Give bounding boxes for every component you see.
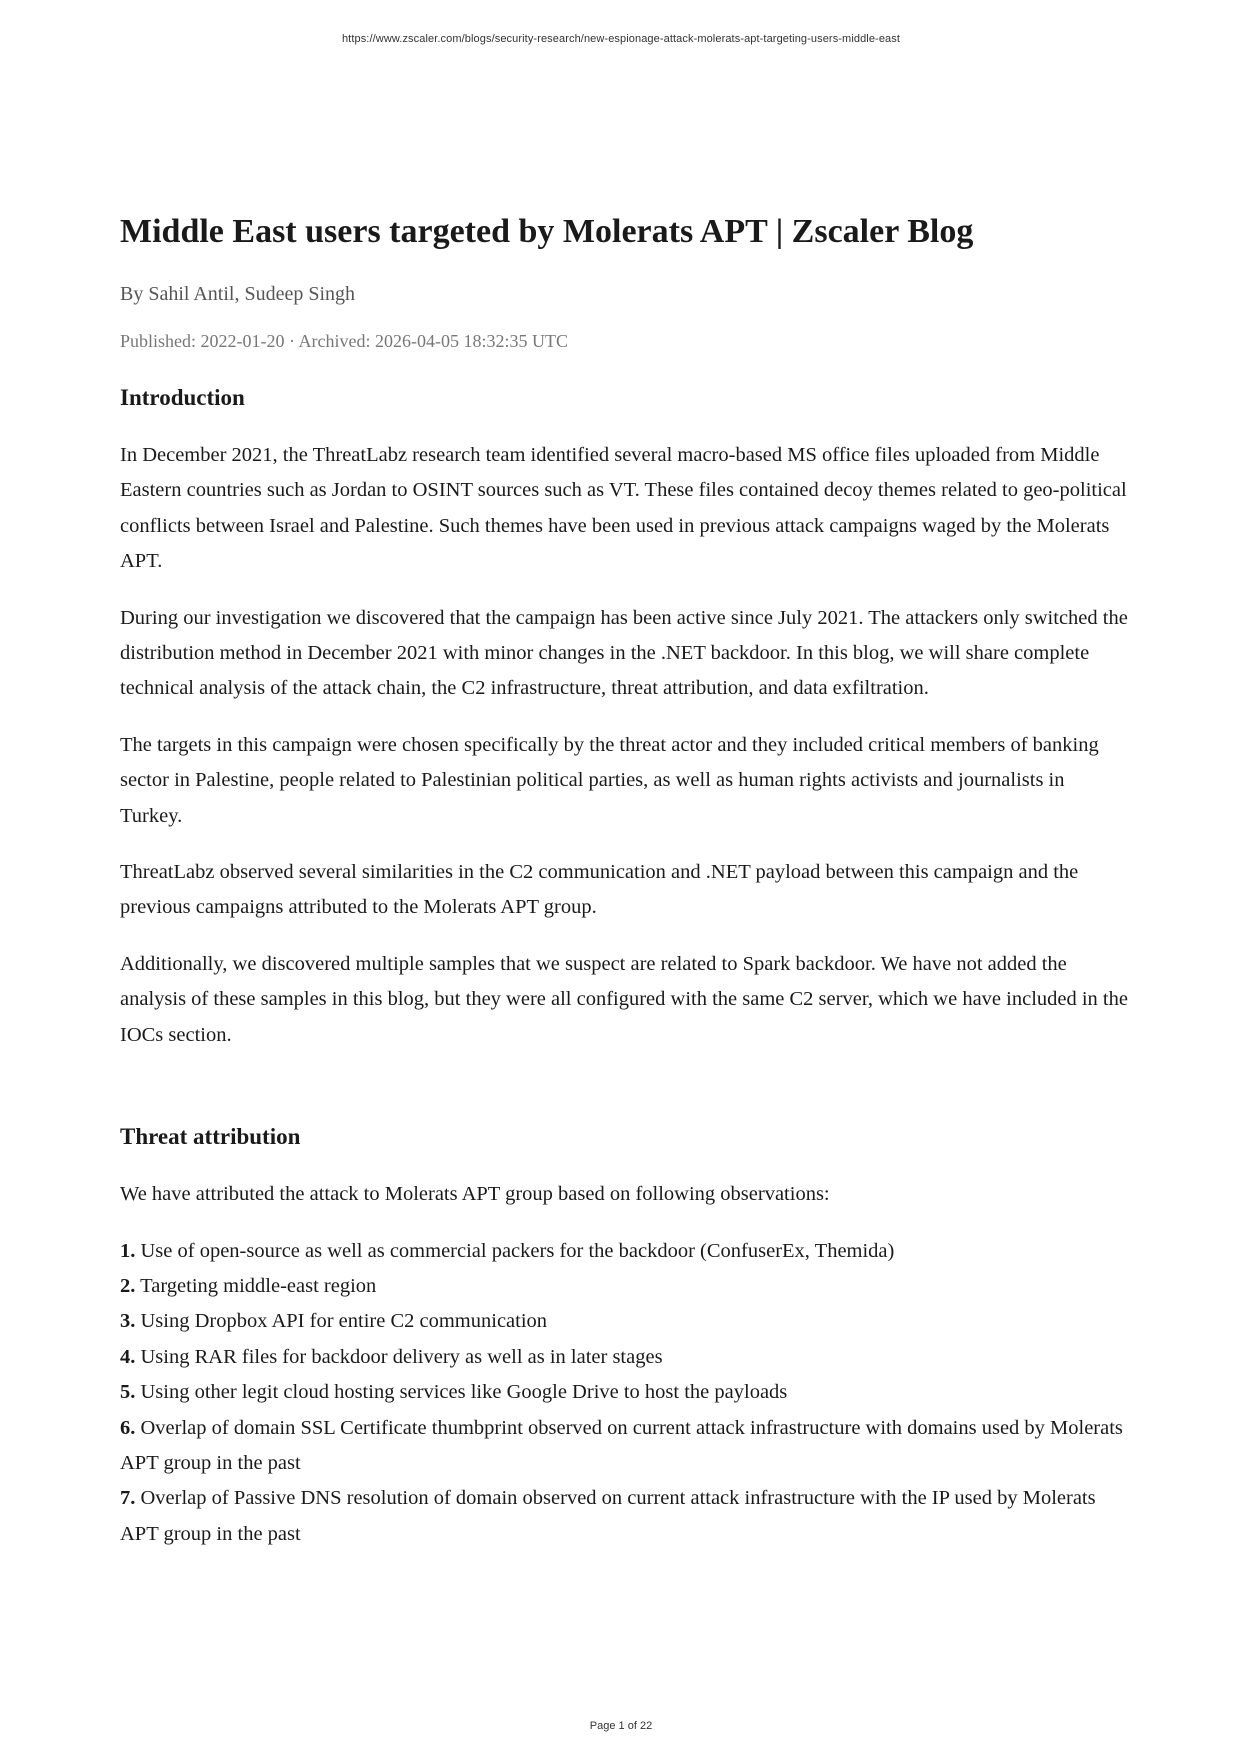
list-item-text: Overlap of Passive DNS resolution of domain observed on current attack infrastructure with the IP used by Molerats APT group in the past — [120, 1487, 1096, 1545]
list-item-number: 2. — [120, 1274, 136, 1297]
threat-intro-paragraph: We have attributed the attack to Molerats APT group based on following observations: — [120, 1183, 830, 1206]
article-byline: By Sahil Antil, Sudeep Singh — [120, 283, 356, 305]
list-item — [120, 1481, 1130, 1552]
article — [120, 210, 1130, 1552]
article-title: Middle East users targeted by Molerats APT | Zscaler Blog — [120, 213, 974, 250]
section-heading-introduction: Introduction — [120, 385, 245, 410]
list-item-number: 1. — [120, 1239, 136, 1262]
list-item — [120, 1375, 1130, 1410]
list-item-text: Targeting middle-east region — [140, 1274, 377, 1297]
intro-paragraph: During our investigation we discovered that the campaign has been active since July 2021. The attackers only switched the distribution method in December 2021 with minor changes in the .NET backdoor. In this blog, we will share complete technical analysis of the attack chain, the C2 infrastructure, threat attribution, and data exfiltration. — [120, 606, 1128, 700]
list-item-number: 4. — [120, 1345, 136, 1368]
page-number: Page 1 of 22 — [589, 1720, 653, 1732]
list-item — [120, 1269, 1130, 1304]
list-item — [120, 1234, 1130, 1269]
list-item-text: Using RAR files for backdoor delivery as well as in later stages — [140, 1345, 663, 1368]
list-item-number: 3. — [120, 1310, 136, 1333]
page-url: https://www.zscaler.com/blogs/security-research/new-espionage-attack-molerats-apt-targeting-users-middle-east — [341, 33, 901, 45]
intro-paragraph: ThreatLabz observed several similarities in the C2 communication and .NET payload between this campaign and the previous campaigns attributed to the Molerats APT group. — [120, 861, 1079, 919]
intro-paragraph: The targets in this campaign were chosen specifically by the threat actor and they included critical members of banking sector in Palestine, people related to Palestinian political parties, as well as human rights activists and journalists in Turkey. — [120, 733, 1099, 827]
list-item — [120, 1304, 1130, 1339]
list-item — [120, 1411, 1130, 1482]
list-item-text: Using other legit cloud hosting services like Google Drive to host the payloads — [140, 1381, 788, 1404]
observations-list — [120, 1234, 1130, 1553]
list-item-number: 5. — [120, 1381, 136, 1404]
intro-paragraph: Additionally, we discovered multiple samples that we suspect are related to Spark backdoor. We have not added the analysis of these samples in this blog, but they were all configured with the same C2 server, which we have included in the IOCs section. — [120, 952, 1128, 1046]
list-item-text: Overlap of domain SSL Certificate thumbprint observed on current attack infrastructure with domains used by Molerats APT group in the past — [120, 1416, 1123, 1474]
list-item-text: Use of open-source as well as commercial packers for the backdoor (ConfuserEx, Themida) — [140, 1239, 895, 1262]
intro-paragraph: In December 2021, the ThreatLabz research team identified several macro-based MS office files uploaded from Middle Eastern countries such as Jordan to OSINT sources such as VT. These files contained decoy themes related to geo-political conflicts between Israel and Palestine. Such themes have been used in previous attack campaigns waged by the Molerats APT. — [120, 444, 1127, 573]
list-item — [120, 1340, 1130, 1375]
list-item-text: Using Dropbox API for entire C2 communication — [140, 1310, 548, 1333]
section-heading-threat-attribution: Threat attribution — [120, 1124, 301, 1150]
article-meta: Published: 2022-01-20 · Archived: 2026-04-05 18:32:35 UTC — [120, 331, 568, 351]
list-item-number: 6. — [120, 1416, 136, 1439]
list-item-number: 7. — [120, 1487, 136, 1510]
